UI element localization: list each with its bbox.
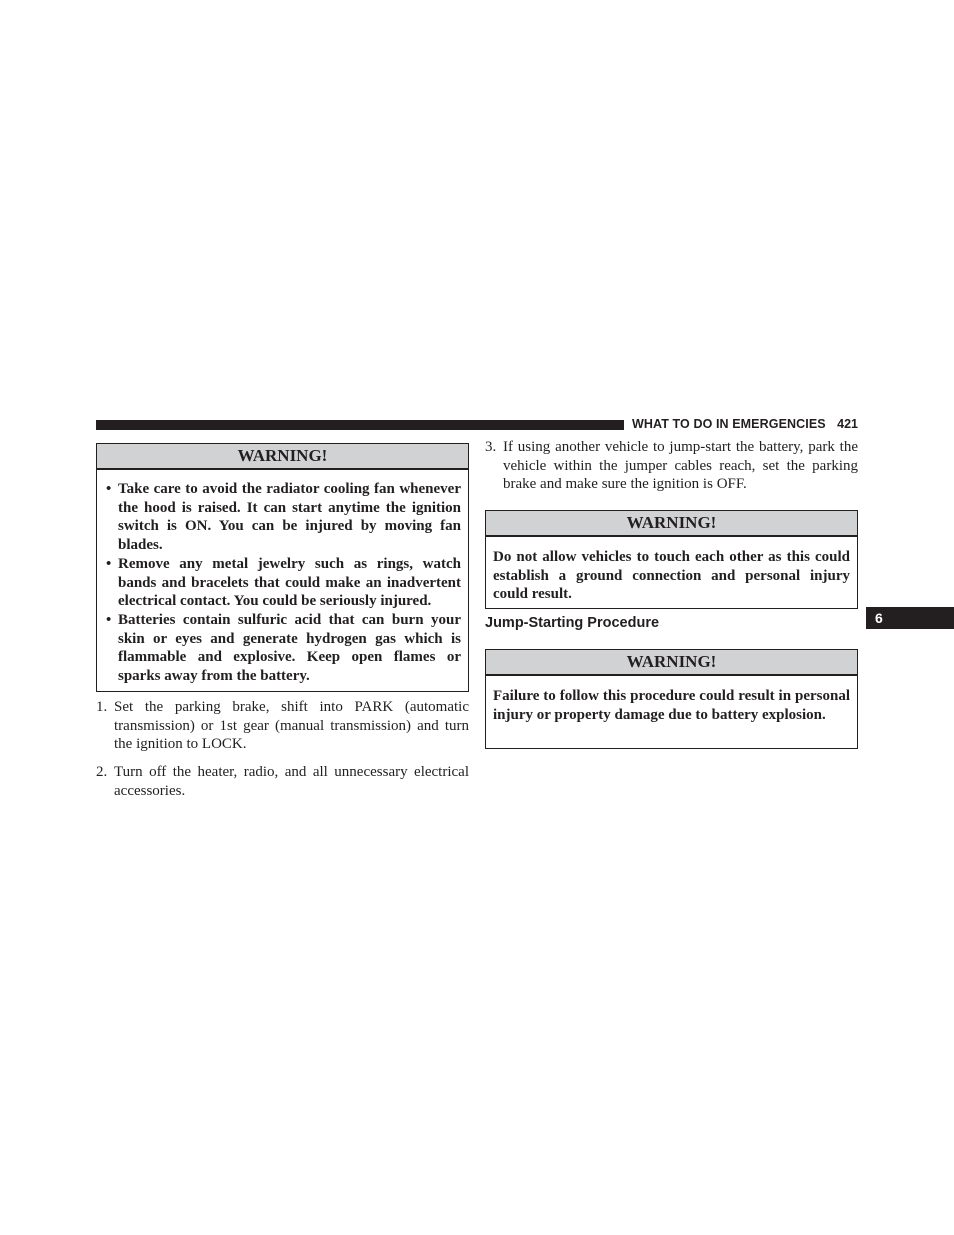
warning-bullet (106, 555, 461, 611)
step-2 (96, 763, 469, 800)
page-number: 421 (837, 417, 858, 431)
header-rule (96, 420, 624, 430)
subheading-jump-starting: Jump-Starting Procedure (485, 615, 660, 631)
warning-body (97, 470, 468, 686)
bullet-text: Take care to avoid the radiator cooling fan whenever the hood is raised. It can start anytime the ignition switch is ON. You can be injured by moving fan blades. (118, 481, 461, 554)
bullet-text: Batteries contain sulfuric acid that can burn your skin or eyes and generate hydrogen gas which is flammable and explosive. Keep open flames or sparks away from the battery. (118, 611, 461, 685)
warning-box-procedure (485, 649, 858, 749)
step-text: If using another vehicle to jump-start the battery, park the vehicle within the jumper cables reach, set the parking brake and make sure the ignition is OFF. (503, 439, 858, 493)
step-3 (485, 438, 858, 494)
warning-title: WARNING! (97, 444, 468, 470)
warning-title: WARNING! (486, 511, 857, 537)
chapter-tab: 6 (866, 607, 954, 629)
section-title: WHAT TO DO IN EMERGENCIES (632, 417, 826, 431)
warning-body: Do not allow vehicles to touch each other as this could establish a ground connection and personal injury could result. (493, 549, 850, 603)
step-number: 3. (485, 439, 497, 455)
warning-title: WARNING! (486, 650, 857, 676)
warning-box-fan-safety (96, 443, 469, 692)
step-number: 1. (96, 699, 108, 715)
step-text: Set the parking brake, shift into PARK (automatic transmission) or 1st gear (manual transmission) and turn the ignition to LOCK. (114, 699, 469, 753)
step-1 (96, 698, 469, 754)
step-number: 2. (96, 764, 108, 780)
bullet-icon: • (106, 611, 112, 628)
bullet-icon: • (106, 481, 112, 497)
step-text: Turn off the heater, radio, and all unnecessary electrical accessories. (114, 764, 469, 799)
warning-body: Failure to follow this procedure could result in personal injury or property damage due to battery explosion. (493, 688, 850, 723)
bullet-text: Remove any metal jewelry such as rings, watch bands and bracelets that could make an inadvertent electrical contact. You could be seriously injured. (118, 555, 461, 610)
warning-bullet (106, 611, 461, 686)
warning-bullet (106, 480, 461, 555)
warning-box-vehicle-contact (485, 510, 858, 609)
bullet-icon: • (106, 555, 112, 572)
